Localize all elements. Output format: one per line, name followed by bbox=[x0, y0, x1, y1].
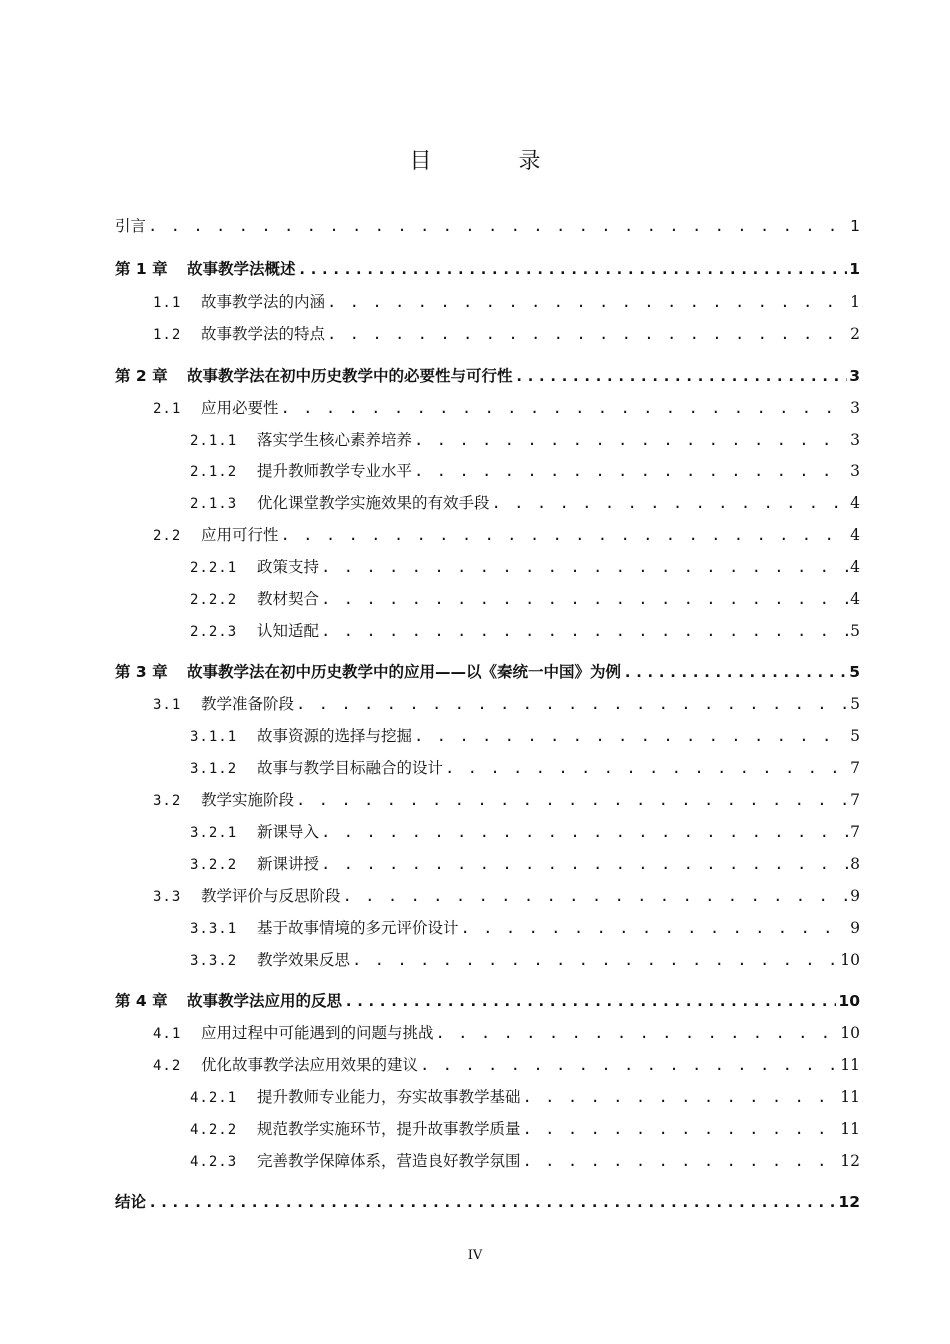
toc-entry[interactable] bbox=[190, 619, 860, 641]
page-title: 目 录 bbox=[409, 149, 581, 174]
toc-entry-label bbox=[153, 396, 279, 418]
toc-entry-title: 提升教师教学专业水平 bbox=[257, 462, 413, 480]
toc-entry-number: 2.2 bbox=[153, 528, 182, 544]
toc-entry-title: 应用可行性 bbox=[201, 526, 279, 544]
toc-entry-page: 3 bbox=[850, 431, 860, 449]
toc-entry-title: 教学实施阶段 bbox=[201, 791, 295, 809]
dot-leader bbox=[321, 622, 848, 640]
toc-entry-title: 认知适配 bbox=[257, 622, 320, 640]
toc-entry[interactable] bbox=[153, 396, 860, 418]
toc-entry-title: 故事资源的选择与挖掘 bbox=[257, 727, 413, 745]
toc-entry[interactable] bbox=[190, 724, 860, 746]
toc-entry-title: 优化故事教学法应用效果的建议 bbox=[201, 1056, 419, 1074]
toc-entry-number: 2.1.2 bbox=[190, 464, 238, 480]
toc-entry-page: 3 bbox=[849, 367, 860, 385]
toc-entry[interactable] bbox=[190, 948, 860, 970]
toc-entry-page: 3 bbox=[850, 399, 860, 417]
toc-entry-number: 2.1 bbox=[153, 401, 182, 417]
dot-leader bbox=[327, 293, 848, 311]
toc-entry-title: 规范教学实施环节，提升故事教学质量 bbox=[257, 1120, 521, 1138]
toc-entry-number: 4.1 bbox=[153, 1026, 182, 1042]
dot-leader bbox=[321, 855, 848, 873]
toc-entry-label bbox=[115, 660, 621, 682]
toc-entry-label bbox=[153, 322, 325, 344]
toc-entry-number: 3.1 bbox=[153, 697, 182, 713]
toc-entry-page: 2 bbox=[850, 325, 860, 343]
toc-entry-title: 引言 bbox=[115, 217, 147, 235]
toc-entry[interactable] bbox=[115, 214, 860, 236]
toc-entry-label bbox=[115, 257, 296, 279]
toc-entry[interactable] bbox=[190, 491, 860, 513]
dot-leader bbox=[344, 992, 836, 1010]
toc-entry-page: 4 bbox=[850, 526, 860, 544]
toc-entry-number: 4.2.2 bbox=[190, 1122, 238, 1138]
toc-entry-page: 1 bbox=[849, 260, 860, 278]
toc-entry-title: 结论 bbox=[115, 1193, 147, 1211]
toc-entry-label bbox=[190, 724, 412, 746]
toc-entry-page: 4 bbox=[850, 558, 860, 576]
dot-leader bbox=[515, 367, 848, 385]
dot-leader bbox=[281, 526, 849, 544]
dot-leader bbox=[436, 1024, 839, 1042]
toc-entry[interactable] bbox=[115, 1190, 860, 1212]
toc-entry-page: 7 bbox=[850, 823, 860, 841]
toc-entry-title: 应用过程中可能遇到的问题与挑战 bbox=[201, 1024, 434, 1042]
toc-entry-label bbox=[190, 916, 459, 938]
toc-entry-label bbox=[190, 459, 412, 481]
toc-entry[interactable] bbox=[153, 884, 860, 906]
toc-entry-title: 新课讲授 bbox=[257, 855, 320, 873]
toc-entry[interactable] bbox=[190, 916, 860, 938]
toc-entry-label bbox=[115, 1190, 146, 1212]
toc-entry-title: 落实学生核心素养培养 bbox=[257, 431, 413, 449]
dot-leader bbox=[321, 823, 848, 841]
dot-leader bbox=[281, 399, 849, 417]
toc-entry-page: 9 bbox=[850, 887, 860, 905]
toc-entry[interactable] bbox=[190, 1117, 860, 1139]
toc-entry-title: 完善教学保障体系，营造良好教学氛围 bbox=[257, 1152, 521, 1170]
dot-leader bbox=[327, 325, 848, 343]
toc-entry[interactable] bbox=[190, 820, 860, 842]
toc-entry-page: 11 bbox=[840, 1056, 860, 1074]
toc-entry-title: 故事教学法在初中历史教学中的应用——以《秦统一中国》为例 bbox=[187, 663, 622, 681]
toc-entry[interactable] bbox=[115, 257, 860, 279]
toc-entry-label bbox=[190, 428, 412, 450]
toc-entry-title: 故事教学法概述 bbox=[187, 260, 296, 278]
dot-leader bbox=[414, 727, 848, 745]
toc-entry[interactable] bbox=[190, 852, 860, 874]
toc-entry-label bbox=[190, 587, 319, 609]
toc-entry[interactable] bbox=[153, 1053, 860, 1075]
toc-entry-title: 教学评价与反思阶段 bbox=[201, 887, 341, 905]
toc-entry[interactable] bbox=[153, 1021, 860, 1043]
toc-entry-number: 第 3 章 bbox=[115, 663, 168, 681]
dot-leader bbox=[321, 558, 848, 576]
toc-entry-number: 2.2.1 bbox=[190, 560, 238, 576]
toc-entry-label bbox=[115, 989, 342, 1011]
dot-leader bbox=[461, 919, 849, 937]
toc-entry-page: 7 bbox=[850, 791, 860, 809]
toc-entry-label bbox=[153, 523, 279, 545]
toc-entry-page: 5 bbox=[849, 663, 860, 681]
dot-leader bbox=[343, 887, 849, 905]
toc-entry-number: 1.1 bbox=[153, 295, 182, 311]
toc-entry[interactable] bbox=[190, 555, 860, 577]
toc-entry-page: 10 bbox=[840, 1024, 860, 1042]
toc-entry-page: 12 bbox=[840, 1152, 860, 1170]
toc-entry[interactable] bbox=[190, 1149, 860, 1171]
toc-entry-label bbox=[153, 884, 341, 906]
toc-entry-label bbox=[153, 788, 294, 810]
toc-entry[interactable] bbox=[190, 459, 860, 481]
toc-entry-label bbox=[190, 1117, 521, 1139]
toc-entry[interactable] bbox=[153, 523, 860, 545]
toc-entry-number: 4.2 bbox=[153, 1058, 182, 1074]
toc-entry-title: 故事教学法应用的反思 bbox=[187, 992, 343, 1010]
toc-entry-title: 政策支持 bbox=[257, 558, 320, 576]
toc-entry[interactable] bbox=[190, 587, 860, 609]
toc-entry-number: 4.2.1 bbox=[190, 1090, 238, 1106]
toc-entry-label bbox=[190, 1149, 521, 1171]
toc-entry-page: 5 bbox=[850, 727, 860, 745]
toc-entry-number: 2.1.3 bbox=[190, 496, 238, 512]
dot-leader bbox=[523, 1088, 839, 1106]
toc-entry-title: 故事与教学目标融合的设计 bbox=[257, 759, 444, 777]
toc-entry-title: 教学准备阶段 bbox=[201, 695, 295, 713]
toc-entry-number: 3.2.2 bbox=[190, 857, 238, 873]
toc-entry-label bbox=[153, 290, 325, 312]
toc-entry[interactable] bbox=[190, 428, 860, 450]
toc-entry-page: 1 bbox=[850, 293, 860, 311]
dot-leader bbox=[148, 1193, 836, 1211]
toc-entry-title: 应用必要性 bbox=[201, 399, 279, 417]
toc-entry-label bbox=[115, 364, 513, 386]
toc-entry-label bbox=[190, 948, 350, 970]
toc-entry-label bbox=[190, 852, 319, 874]
toc-entry-number: 第 1 章 bbox=[115, 260, 168, 278]
toc-entry-page: 10 bbox=[838, 992, 860, 1010]
toc-entry[interactable] bbox=[153, 788, 860, 810]
toc-entry-page: 5 bbox=[850, 622, 860, 640]
toc-entry-label bbox=[190, 619, 319, 641]
toc-entry-title: 教学效果反思 bbox=[257, 951, 351, 969]
toc-entry-label bbox=[153, 1053, 418, 1075]
toc-entry-title: 故事教学法的特点 bbox=[201, 325, 326, 343]
dot-leader bbox=[414, 462, 848, 480]
toc-entry-label bbox=[153, 692, 294, 714]
toc-entry[interactable] bbox=[190, 756, 860, 778]
toc-entry-page: 11 bbox=[840, 1088, 860, 1106]
dot-leader bbox=[523, 1152, 839, 1170]
toc-entry[interactable] bbox=[153, 322, 860, 344]
toc-entry-title: 故事教学法的内涵 bbox=[201, 293, 326, 311]
dot-leader bbox=[623, 663, 847, 681]
toc-entry-page: 9 bbox=[850, 919, 860, 937]
dot-leader bbox=[296, 695, 848, 713]
toc-entry-label bbox=[190, 491, 490, 513]
dot-leader bbox=[321, 590, 848, 608]
dot-leader bbox=[352, 951, 838, 969]
toc-entry-label bbox=[190, 820, 319, 842]
toc-entry-number: 3.1.2 bbox=[190, 761, 238, 777]
toc-entry-page: 11 bbox=[840, 1120, 860, 1138]
toc-entry-number: 3.1.1 bbox=[190, 729, 238, 745]
dot-leader bbox=[523, 1120, 839, 1138]
toc-entry-title: 提升教师专业能力，夯实故事教学基础 bbox=[257, 1088, 521, 1106]
dot-leader bbox=[492, 494, 849, 512]
toc-entry[interactable] bbox=[115, 989, 860, 1011]
dot-leader bbox=[298, 260, 848, 278]
toc-entry-title: 基于故事情境的多元评价设计 bbox=[257, 919, 459, 937]
toc-entry-label bbox=[153, 1021, 434, 1043]
toc-entry-page: 4 bbox=[850, 590, 860, 608]
page-number-footer: IV bbox=[467, 1248, 483, 1263]
dot-leader bbox=[148, 217, 848, 235]
toc-entry-page: 1 bbox=[850, 217, 860, 235]
toc-entry-title: 新课导入 bbox=[257, 823, 320, 841]
toc-entry-number: 3.2.1 bbox=[190, 825, 238, 841]
toc-entry[interactable] bbox=[115, 364, 860, 386]
toc-entry-number: 4.2.3 bbox=[190, 1154, 238, 1170]
toc-entry-page: 3 bbox=[850, 462, 860, 480]
toc-entry-page: 10 bbox=[840, 951, 860, 969]
toc-entry[interactable] bbox=[153, 290, 860, 312]
dot-leader bbox=[296, 791, 848, 809]
toc-entry[interactable] bbox=[190, 1085, 860, 1107]
toc-entry-title: 优化课堂教学实施效果的有效手段 bbox=[257, 494, 490, 512]
toc-entry-label bbox=[115, 214, 146, 236]
toc-entry-label bbox=[190, 555, 319, 577]
toc-entry-number: 第 2 章 bbox=[115, 367, 168, 385]
toc-entry-page: 12 bbox=[838, 1193, 860, 1211]
toc-entry-title: 教材契合 bbox=[257, 590, 320, 608]
toc-entry-number: 3.3.1 bbox=[190, 921, 238, 937]
dot-leader bbox=[445, 759, 848, 777]
toc-entry-label bbox=[190, 1085, 521, 1107]
toc-entry-number: 3.3 bbox=[153, 889, 182, 905]
toc-entry-page: 4 bbox=[850, 494, 860, 512]
toc-entry-number: 3.3.2 bbox=[190, 953, 238, 969]
toc-entry-number: 3.2 bbox=[153, 793, 182, 809]
toc-entry[interactable] bbox=[115, 660, 860, 682]
toc-entry[interactable] bbox=[153, 692, 860, 714]
toc-entry-page: 7 bbox=[850, 759, 860, 777]
toc-entry-page: 5 bbox=[850, 695, 860, 713]
toc-entry-number: 1.2 bbox=[153, 327, 182, 343]
toc-entry-number: 2.2.2 bbox=[190, 592, 238, 608]
toc-entry-label bbox=[190, 756, 443, 778]
toc-entry-page: 8 bbox=[850, 855, 860, 873]
toc-entry-number: 2.2.3 bbox=[190, 624, 238, 640]
dot-leader bbox=[420, 1056, 838, 1074]
toc-entry-number: 第 4 章 bbox=[115, 992, 168, 1010]
toc-entry-title: 故事教学法在初中历史教学中的必要性与可行性 bbox=[187, 367, 513, 385]
toc-entry-number: 2.1.1 bbox=[190, 433, 238, 449]
dot-leader bbox=[414, 431, 848, 449]
